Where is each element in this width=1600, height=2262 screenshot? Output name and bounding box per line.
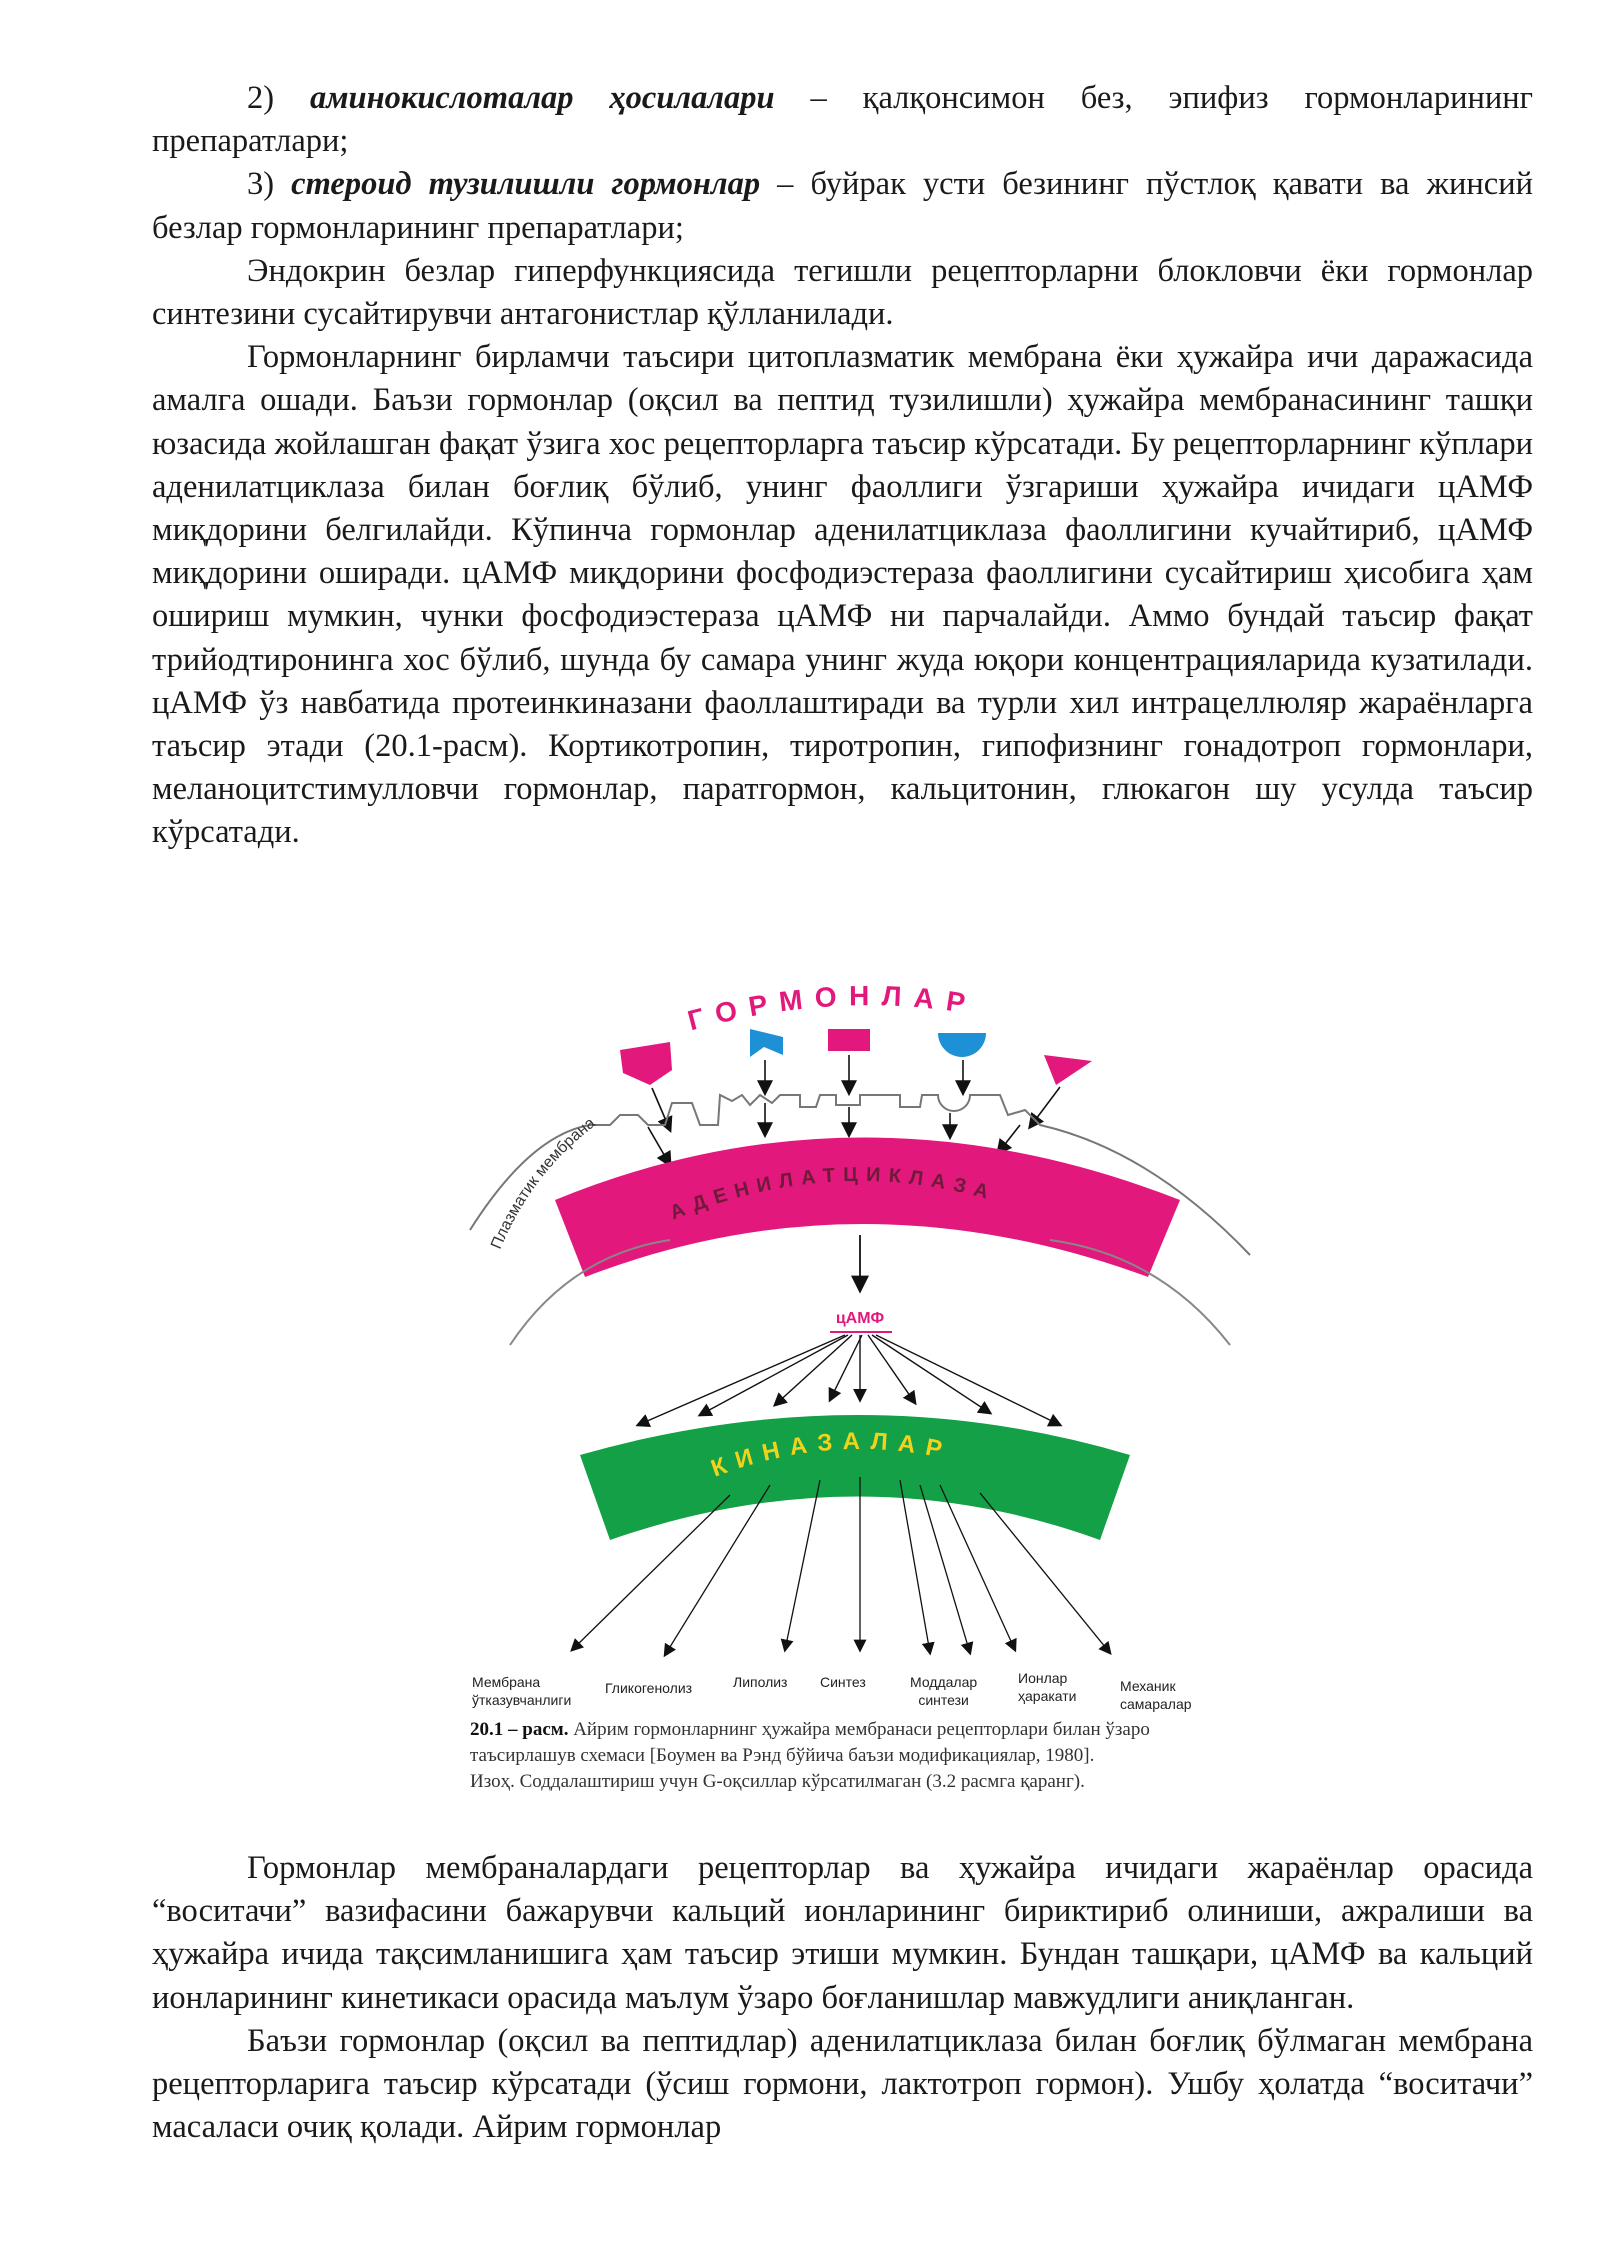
target-membrane: Мембрана ўтказувчанлиги (472, 1674, 572, 1708)
paragraph-item-2: 2) аминокислоталар ҳосилалари – қалқонсимон без, эпифиз гормонларининг препаратлари; (152, 80, 1534, 160)
paragraph-item-3: 3) стероид тузилишли гормонлар – буйрак усти безининг пўстлоқ қавати ва жинсий безлар гормонларининг препаратлари; (152, 166, 1533, 246)
camp-label: цАМФ (835, 1310, 885, 1327)
target-substance-synthesis: Моддалар синтези (910, 1674, 978, 1708)
target-ion-movement: Ионлар ҳаракати (1018, 1670, 1077, 1704)
caption-label: 20.1 – расм. (470, 1719, 569, 1740)
hormone-halfmoon-shape (938, 1033, 986, 1057)
target-mechanical: Механик самаралар (1120, 1678, 1192, 1712)
target-glycogenolysis: Гликогенолиз (605, 1680, 693, 1696)
hormone-triangle-shape (1044, 1055, 1092, 1085)
paragraph-mechanism: Гормонларнинг бирламчи таъсири цитоплазматик мембрана ёки ҳужайра ичи даражасида амалга ошади. Баъзи гормонлар (оқсил ва пептид тузилишли) ҳужайра мембранасининг ташқи юзасида жойлашган фақат ўзига хос рецепторларга таъсир кўрсатади. Бу рецепторларнинг кўплари аденилатциклаза билан боғлиқ бўлиб, унинг фаоллиги ўзгариши ҳужайра ичидаги цАМФ миқдорини белгилайди. Кўпинча гормонлар аденилатциклаза фаоллигини кучайтириб, цАМФ миқдорини оширади. цАМФ миқдорини фосфодиэстераза фаоллигини сусайтириш ҳисобига ҳам ошириш мумкин, чунки фосфодиэстераза цАМФ ни парчалайди. Аммо бундай таъсир фақат трийодтиронинга хос бўлиб, шунда бу самара унинг жуда юқори концентрацияларида кузатилади. цАМФ ўз навбатида протеинкиназани фаоллаштиради ва турли хил интрацеллюляр жараёнларга таъсир этади (20.1-расм). Кортикотропин, тиротропин, гипофизнинг гонадотроп гормонлари, меланоцитстимулловчи гормонлар, паратгормон, кальцитонин, глюкагон шу усулда таъсир кўрсатади. (152, 339, 1533, 851)
hormone-pentagon-shape (620, 1042, 672, 1085)
bottom-text (152, 1847, 1533, 2149)
paragraph-receptors: Баъзи гормонлар (оқсил ва пептидлар) аденилатциклаза билан боғлиқ бўлмаган мембрана рецепторларига таъсир кўрсатади (ўсиш гормони, лактотроп гормон). Ушбу ҳолатда “воситачи” масаласи очиқ қолади. Айрим гормонлар (152, 2022, 1533, 2146)
paragraph-calcium: Гормонлар мембраналардаги рецепторлар ва ҳужайра ичидаги жараёнлар орасида “воситачи” вазифасини бажарувчи кальций ионларининг бириктириб олиниши, ажралиши ва ҳужайра ичида тақсимланишига ҳам таъсир этиши мумкин. Бундан ташқари, цАМФ ва кальций ионларининг кинетикаси орасида маълум ўзаро боғланишлар мавжудлиги аниқланган. (152, 1850, 1533, 2016)
figure-title: ГОРМОНЛАР (684, 985, 980, 1037)
figure-caption: 20.1 – расм. Айрим гормонларнинг ҳужайра мембранаси рецепторлари билан ўзаро таъсирлашув схемаси [Боумен ва Рэнд бўйича баъзи модификациялар, 1980]. Изоҳ. Соддалаштириш учун G-оқсиллар кўрсатилмаган (3.2 расмга қаранг). (470, 1719, 1150, 1792)
hormone-rect-shape (828, 1029, 870, 1051)
figure-20-1 (460, 985, 1284, 1795)
enzyme-label: АДЕНИЛАТЦИКЛАЗА (666, 1163, 999, 1225)
membrane-label: Плазматик мембрана (488, 1114, 599, 1252)
term-amino: аминокислоталар ҳосилалари (310, 80, 775, 116)
hormone-bowtie-shape (750, 1029, 783, 1057)
adenylate-cyclase-band (555, 1138, 1180, 1278)
camp-arrows (638, 1335, 1060, 1425)
target-synthesis: Синтез (820, 1674, 866, 1690)
paragraph-antagonists: Эндокрин безлар гиперфункциясида тегишли рецепторларни блокловчи ёки гормонлар синтезини сусайтирувчи антагонистлар қўлланилади. (152, 252, 1533, 333)
target-lipolysis: Липолиз (733, 1674, 788, 1690)
kinase-label: КИНАЗАЛАР (707, 1427, 955, 1483)
hormone-arrows (652, 1055, 1060, 1130)
top-text (152, 77, 1533, 855)
term-steroid: стероид тузилишли гормонлар (291, 166, 761, 203)
